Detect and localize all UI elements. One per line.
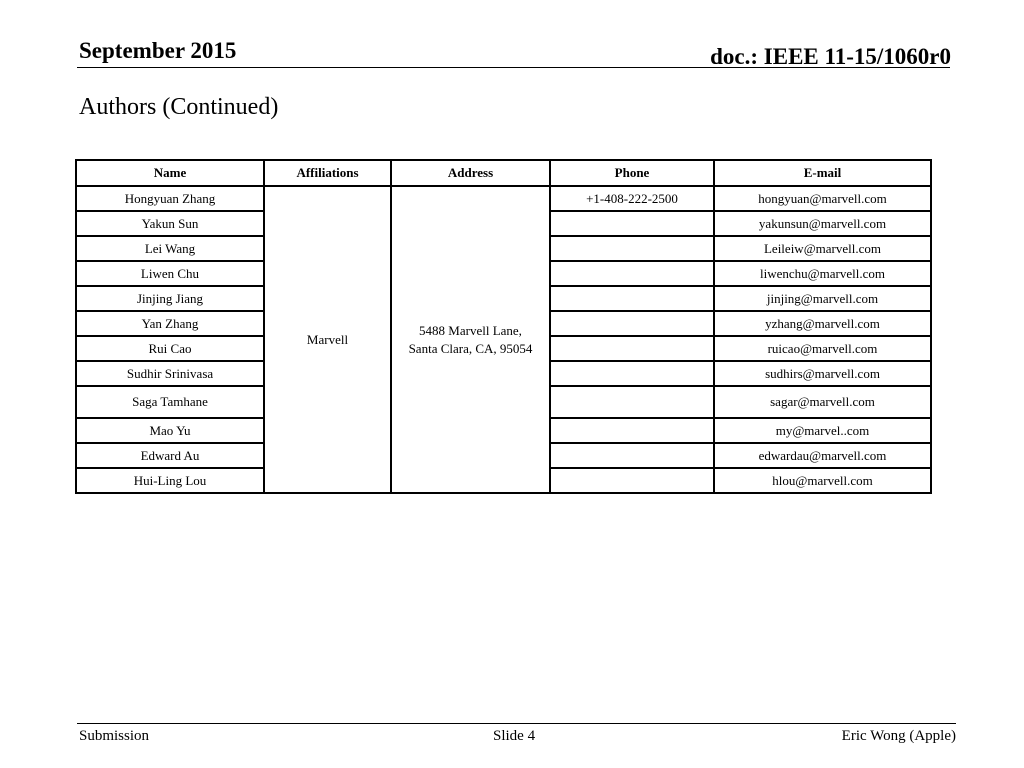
author-phone [550, 418, 714, 443]
author-email: yakunsun@marvell.com [714, 211, 931, 236]
address-cell [391, 186, 550, 493]
author-phone [550, 468, 714, 493]
address-line-2: Santa Clara, CA, 95054 [408, 340, 533, 356]
footer-slide-number: Slide 4 [493, 728, 536, 744]
author-email: liwenchu@marvell.com [714, 261, 931, 286]
author-name: Rui Cao [76, 336, 264, 361]
footer-author: Eric Wong (Apple) [841, 728, 956, 744]
author-email: Leileiw@marvell.com [714, 236, 931, 261]
author-phone [550, 336, 714, 361]
author-name: Yan Zhang [76, 311, 264, 336]
author-email: hlou@marvell.com [714, 468, 931, 493]
author-name: Sudhir Srinivasa [76, 361, 264, 386]
author-email: my@marvel..com [714, 418, 931, 443]
author-name: Hui-Ling Lou [76, 468, 264, 493]
author-name: Edward Au [76, 443, 264, 468]
address-line-1: 5488 Marvell Lane, [419, 322, 522, 338]
author-email: sudhirs@marvell.com [714, 361, 931, 386]
author-name: Hongyuan Zhang [76, 186, 264, 211]
author-email: yzhang@marvell.com [714, 311, 931, 336]
author-name: Jinjing Jiang [76, 286, 264, 311]
author-name: Yakun Sun [76, 211, 264, 236]
author-phone [550, 361, 714, 386]
table-row [76, 186, 931, 211]
column-header-phone: Phone [550, 160, 714, 186]
author-phone [550, 286, 714, 311]
author-name: Lei Wang [76, 236, 264, 261]
column-header-email: E-mail [714, 160, 931, 186]
slide-title: Authors (Continued) [79, 94, 279, 120]
footer-submission: Submission [79, 728, 150, 744]
table-header-row [76, 160, 931, 186]
author-email: sagar@marvell.com [714, 386, 931, 418]
author-phone [550, 261, 714, 286]
authors-table [75, 159, 932, 494]
column-header-address: Address [391, 160, 550, 186]
author-phone [550, 211, 714, 236]
affiliation-cell: Marvell [264, 186, 391, 493]
author-name: Liwen Chu [76, 261, 264, 286]
column-header-name: Name [76, 160, 264, 186]
header-date: September 2015 [79, 38, 237, 63]
author-phone [550, 443, 714, 468]
author-email: edwardau@marvell.com [714, 443, 931, 468]
author-name: Mao Yu [76, 418, 264, 443]
column-header-affiliations: Affiliations [264, 160, 391, 186]
author-email: ruicao@marvell.com [714, 336, 931, 361]
author-name: Saga Tamhane [76, 386, 264, 418]
author-email: jinjing@marvell.com [714, 286, 931, 311]
author-phone: +1-408-222-2500 [550, 186, 714, 211]
header-doc-id: doc.: IEEE 11-15/1060r0 [710, 44, 951, 69]
footer-divider [77, 723, 956, 724]
author-phone [550, 236, 714, 261]
author-phone [550, 386, 714, 418]
header-divider [77, 67, 950, 68]
author-phone [550, 311, 714, 336]
author-email: hongyuan@marvell.com [714, 186, 931, 211]
